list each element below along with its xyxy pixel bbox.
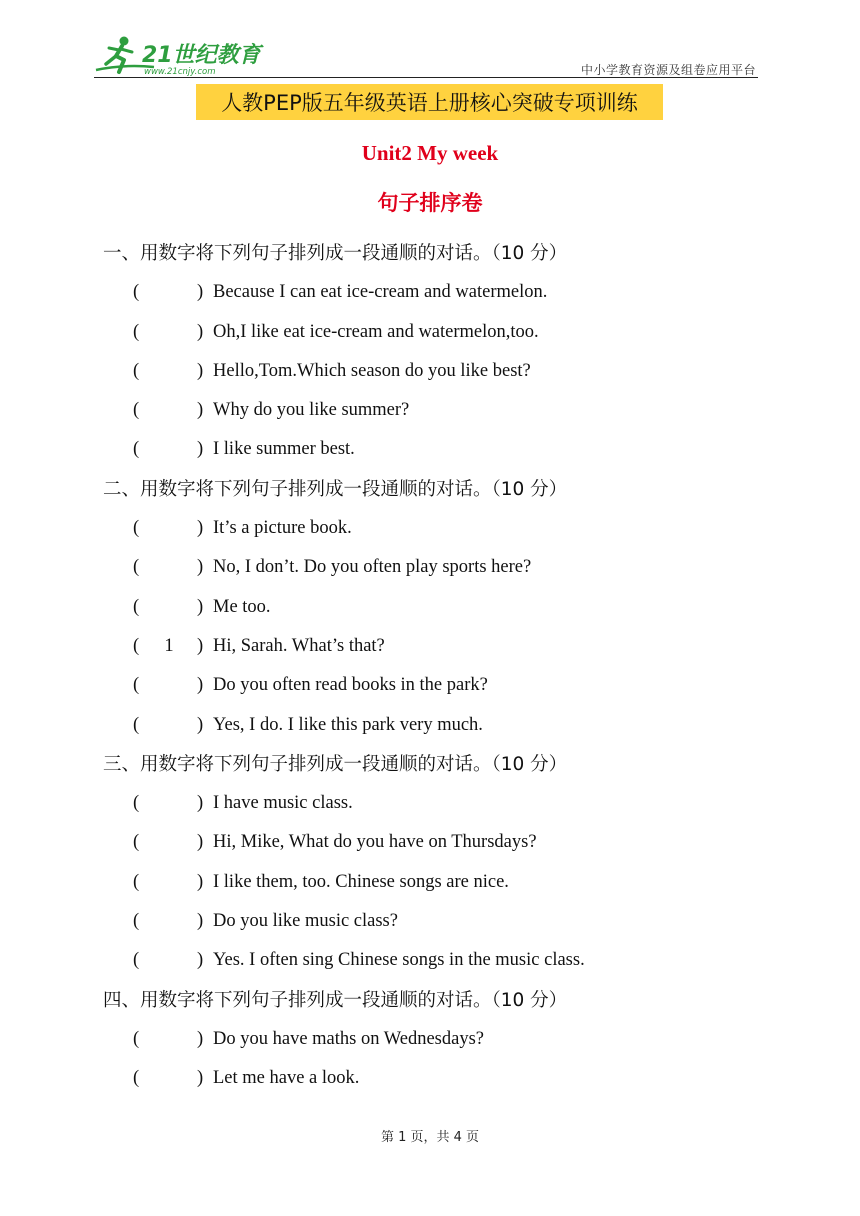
page-title: 人教PEP版五年级英语上册核心突破专项训练 — [196, 84, 663, 120]
unit-title: Unit2 My week — [361, 141, 499, 165]
ordering-item — [103, 1061, 803, 1100]
ordering-item — [103, 865, 803, 904]
ordering-item — [103, 315, 803, 354]
ordering-item — [103, 1022, 803, 1061]
close-paren: ) — [197, 635, 204, 656]
sentence-text: Because I can eat ice-cream and watermelon. — [213, 282, 548, 303]
sentence-text: It’s a picture book. — [213, 518, 352, 539]
open-paren: ( — [133, 635, 140, 656]
ordering-item — [103, 354, 803, 393]
close-paren: ) — [197, 439, 204, 460]
sentence-text: Do you often read books in the park? — [213, 675, 488, 696]
header-tagline: 中小学教育资源及组卷应用平台 — [580, 63, 756, 77]
ordering-item — [103, 511, 803, 550]
open-paren: ( — [133, 596, 140, 617]
close-paren: ) — [197, 1068, 204, 1089]
sentence-text: Hi, Mike, What do you have on Thursdays? — [213, 832, 537, 853]
runner-logo-icon — [94, 34, 264, 76]
sentence-text: No, I don’t. Do you often play sports here? — [213, 557, 532, 578]
close-paren: ) — [197, 793, 204, 814]
open-paren: ( — [133, 282, 140, 303]
open-paren: ( — [133, 400, 140, 421]
sentence-text: Yes. I often sing Chinese songs in the music class. — [213, 950, 585, 971]
ordering-item — [103, 786, 803, 825]
close-paren: ) — [197, 832, 204, 853]
close-paren: ) — [197, 400, 204, 421]
page-footer: 第 1 页，共 4 页 — [380, 1130, 480, 1145]
sentence-text: Why do you like summer? — [213, 400, 410, 421]
header-divider — [94, 77, 758, 78]
close-paren: ) — [197, 596, 204, 617]
sentence-text: Do you have maths on Wednesdays? — [213, 1028, 484, 1049]
exercise-content — [103, 236, 803, 1101]
open-paren: ( — [133, 1068, 140, 1089]
open-paren: ( — [133, 518, 140, 539]
section-heading: 一、用数字将下列句子排列成一段通顺的对话。（10 分） — [103, 243, 568, 264]
open-paren: ( — [133, 1028, 140, 1049]
sentence-text: Hi, Sarah. What’s that? — [213, 635, 385, 656]
close-paren: ) — [197, 675, 204, 696]
sentence-text: Yes, I do. I like this park very much. — [213, 714, 483, 735]
close-paren: ) — [197, 1028, 204, 1049]
ordering-item — [103, 393, 803, 432]
close-paren: ) — [197, 871, 204, 892]
open-paren: ( — [133, 321, 140, 342]
sentence-text: I have music class. — [213, 793, 353, 814]
open-paren: ( — [133, 911, 140, 932]
section-heading: 四、用数字将下列句子排列成一段通顺的对话。（10 分） — [103, 989, 568, 1011]
ordering-item — [103, 590, 803, 629]
open-paren: ( — [133, 832, 140, 853]
ordering-item — [103, 432, 803, 471]
sentence-text: Me too. — [213, 596, 271, 617]
ordering-item — [103, 550, 803, 589]
sentence-text: I like them, too. Chinese songs are nice. — [213, 871, 509, 892]
close-paren: ) — [197, 714, 204, 735]
open-paren: ( — [133, 793, 140, 814]
sentence-text: I like summer best. — [213, 439, 355, 460]
sentence-text: Hello,Tom.Which season do you like best? — [213, 360, 531, 381]
close-paren: ) — [197, 950, 204, 971]
close-paren: ) — [197, 518, 204, 539]
close-paren: ) — [197, 360, 204, 381]
open-paren: ( — [133, 871, 140, 892]
sentence-text: Let me have a look. — [213, 1068, 360, 1089]
close-paren: ) — [197, 282, 204, 303]
site-logo[interactable] — [94, 34, 264, 76]
open-paren: ( — [133, 439, 140, 460]
open-paren: ( — [133, 675, 140, 696]
logo-url: www.21cnjy.com — [144, 67, 216, 76]
paper-kind: 句子排序卷 — [377, 191, 483, 215]
open-paren: ( — [133, 557, 140, 578]
sentence-text: Oh,I like eat ice-cream and watermelon,too. — [213, 321, 539, 342]
ordering-item — [103, 825, 803, 864]
ordering-item — [103, 629, 803, 668]
page-header — [94, 30, 758, 82]
ordering-item — [103, 904, 803, 943]
close-paren: ) — [197, 321, 204, 342]
ordering-item — [103, 708, 803, 747]
ordering-item — [103, 668, 803, 707]
close-paren: ) — [197, 911, 204, 932]
close-paren: ) — [197, 557, 204, 578]
ordering-item — [103, 943, 803, 982]
open-paren: ( — [133, 360, 140, 381]
section-heading: 三、用数字将下列句子排列成一段通顺的对话。（10 分） — [103, 753, 568, 775]
answer-blank[interactable]: 1 — [164, 635, 174, 656]
section-heading: 二、用数字将下列句子排列成一段通顺的对话。（10 分） — [103, 478, 568, 500]
open-paren: ( — [133, 950, 140, 971]
ordering-item — [103, 275, 803, 314]
open-paren: ( — [133, 714, 140, 735]
sentence-text: Do you like music class? — [213, 911, 398, 932]
logo-text: 21世纪教育 — [142, 43, 261, 68]
